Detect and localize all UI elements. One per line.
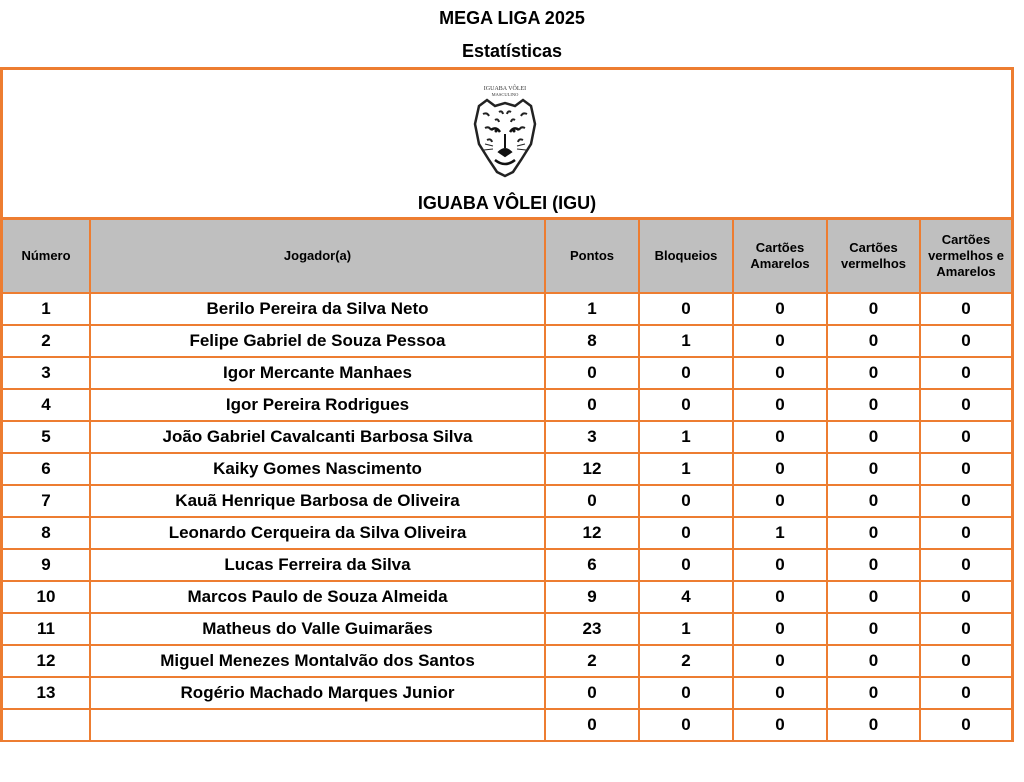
header-row — [3, 220, 1011, 293]
cell-amarelos: 0 — [733, 613, 827, 645]
table-row — [3, 485, 1011, 517]
cell-numero: 1 — [3, 293, 90, 325]
cell-amarelos: 0 — [733, 677, 827, 709]
cell-bloqueios: 0 — [639, 677, 733, 709]
cell-amarelos: 0 — [733, 357, 827, 389]
cell-bloqueios: 2 — [639, 645, 733, 677]
cell-jogador — [90, 709, 545, 741]
cell-amarelos: 1 — [733, 517, 827, 549]
cell-pontos: 0 — [545, 677, 639, 709]
table-row — [3, 517, 1011, 549]
cell-vermelhos-amarelos: 0 — [920, 485, 1011, 517]
cell-vermelhos-amarelos: 0 — [920, 389, 1011, 421]
cell-pontos: 6 — [545, 549, 639, 581]
col-header-numero: Número — [3, 220, 90, 293]
cell-numero: 13 — [3, 677, 90, 709]
svg-text:MASCULINO: MASCULINO — [491, 92, 519, 97]
cell-amarelos: 0 — [733, 389, 827, 421]
cell-jogador: Kaiky Gomes Nascimento — [90, 453, 545, 485]
cell-bloqueios: 0 — [639, 357, 733, 389]
cell-jogador: Igor Pereira Rodrigues — [90, 389, 545, 421]
cell-numero: 8 — [3, 517, 90, 549]
cell-bloqueios: 1 — [639, 421, 733, 453]
cell-numero: 9 — [3, 549, 90, 581]
table-row — [3, 421, 1011, 453]
cell-pontos: 0 — [545, 709, 639, 741]
table-row — [3, 581, 1011, 613]
col-header-cartoes-amarelos: Cartões Amarelos — [733, 220, 827, 293]
cell-jogador: Felipe Gabriel de Souza Pessoa — [90, 325, 545, 357]
cell-amarelos: 0 — [733, 709, 827, 741]
cell-numero: 5 — [3, 421, 90, 453]
cell-vermelhos: 0 — [827, 517, 920, 549]
cell-jogador: Kauã Henrique Barbosa de Oliveira — [90, 485, 545, 517]
cell-vermelhos: 0 — [827, 421, 920, 453]
table-row — [3, 549, 1011, 581]
col-header-bloqueios: Bloqueios — [639, 220, 733, 293]
stats-table — [3, 220, 1011, 742]
cell-bloqueios: 0 — [639, 709, 733, 741]
cell-vermelhos: 0 — [827, 709, 920, 741]
cell-bloqueios: 1 — [639, 325, 733, 357]
cell-jogador: Rogério Machado Marques Junior — [90, 677, 545, 709]
table-row — [3, 389, 1011, 421]
cell-jogador: Igor Mercante Manhaes — [90, 357, 545, 389]
cell-amarelos: 0 — [733, 581, 827, 613]
cell-vermelhos: 0 — [827, 549, 920, 581]
cell-pontos: 9 — [545, 581, 639, 613]
cell-amarelos: 0 — [733, 421, 827, 453]
page-subtitle: Estatísticas — [461, 41, 563, 61]
cell-amarelos: 0 — [733, 453, 827, 485]
cell-jogador: João Gabriel Cavalcanti Barbosa Silva — [90, 421, 545, 453]
cell-pontos: 0 — [545, 389, 639, 421]
cell-vermelhos-amarelos: 0 — [920, 645, 1011, 677]
cell-vermelhos-amarelos: 0 — [920, 677, 1011, 709]
cell-pontos: 12 — [545, 453, 639, 485]
cell-vermelhos: 0 — [827, 613, 920, 645]
cell-bloqueios: 0 — [639, 293, 733, 325]
cell-jogador: Marcos Paulo de Souza Almeida — [90, 581, 545, 613]
cell-vermelhos: 0 — [827, 325, 920, 357]
cell-jogador: Miguel Menezes Montalvão dos Santos — [90, 645, 545, 677]
cell-amarelos: 0 — [733, 485, 827, 517]
table-row — [3, 293, 1011, 325]
cell-vermelhos-amarelos: 0 — [920, 581, 1011, 613]
cell-numero: 10 — [3, 581, 90, 613]
cell-jogador: Berilo Pereira da Silva Neto — [90, 293, 545, 325]
cell-bloqueios: 0 — [639, 549, 733, 581]
cell-vermelhos: 0 — [827, 357, 920, 389]
cell-vermelhos: 0 — [827, 453, 920, 485]
cell-vermelhos: 0 — [827, 485, 920, 517]
table-row — [3, 677, 1011, 709]
table-row — [3, 613, 1011, 645]
cell-amarelos: 0 — [733, 549, 827, 581]
cell-amarelos: 0 — [733, 645, 827, 677]
cell-pontos: 3 — [545, 421, 639, 453]
cell-numero: 6 — [3, 453, 90, 485]
cell-jogador: Lucas Ferreira da Silva — [90, 549, 545, 581]
team-header — [3, 70, 1011, 220]
cell-pontos: 8 — [545, 325, 639, 357]
cell-vermelhos-amarelos: 0 — [920, 517, 1011, 549]
cell-pontos: 2 — [545, 645, 639, 677]
totals-row — [3, 709, 1011, 741]
cell-vermelhos-amarelos: 0 — [920, 325, 1011, 357]
team-name: IGUABA VÔLEI (IGU) — [417, 193, 597, 213]
cell-vermelhos-amarelos: 0 — [920, 453, 1011, 485]
cell-pontos: 12 — [545, 517, 639, 549]
cell-pontos: 1 — [545, 293, 639, 325]
cell-vermelhos: 0 — [827, 293, 920, 325]
cell-numero: 4 — [3, 389, 90, 421]
cell-numero: 2 — [3, 325, 90, 357]
league-title: MEGA LIGA 2025 — [439, 8, 585, 28]
cell-vermelhos: 0 — [827, 581, 920, 613]
table-row — [3, 645, 1011, 677]
table-row — [3, 453, 1011, 485]
cell-amarelos: 0 — [733, 325, 827, 357]
cell-vermelhos: 0 — [827, 389, 920, 421]
cell-numero: 12 — [3, 645, 90, 677]
cell-pontos: 0 — [545, 485, 639, 517]
cell-vermelhos-amarelos: 0 — [920, 549, 1011, 581]
cell-vermelhos: 0 — [827, 677, 920, 709]
cell-bloqueios: 0 — [639, 389, 733, 421]
cell-numero: 11 — [3, 613, 90, 645]
svg-text:IGUABA VÔLEI: IGUABA VÔLEI — [483, 86, 527, 92]
cell-numero — [3, 709, 90, 741]
cell-vermelhos-amarelos: 0 — [920, 421, 1011, 453]
cell-numero: 7 — [3, 485, 90, 517]
cell-vermelhos-amarelos: 0 — [920, 293, 1011, 325]
table-row — [3, 325, 1011, 357]
cell-bloqueios: 0 — [639, 485, 733, 517]
table-row — [3, 357, 1011, 389]
col-header-cartoes-vermelhos-amarelos: Cartões vermelhos e Amarelos — [920, 220, 1011, 293]
cell-pontos: 0 — [545, 357, 639, 389]
cell-vermelhos: 0 — [827, 645, 920, 677]
cell-bloqueios: 0 — [639, 517, 733, 549]
cell-numero: 3 — [3, 357, 90, 389]
cell-vermelhos-amarelos: 0 — [920, 709, 1011, 741]
col-header-pontos: Pontos — [545, 220, 639, 293]
cell-vermelhos-amarelos: 0 — [920, 613, 1011, 645]
stats-sheet — [0, 67, 1014, 742]
cell-vermelhos-amarelos: 0 — [920, 357, 1011, 389]
cell-bloqueios: 1 — [639, 613, 733, 645]
col-header-cartoes-vermelhos: Cartões vermelhos — [827, 220, 920, 293]
cell-jogador: Matheus do Valle Guimarães — [90, 613, 545, 645]
cell-jogador: Leonardo Cerqueira da Silva Oliveira — [90, 517, 545, 549]
jaguar-head-icon — [465, 84, 545, 184]
cell-bloqueios: 1 — [639, 453, 733, 485]
cell-bloqueios: 4 — [639, 581, 733, 613]
cell-amarelos: 0 — [733, 293, 827, 325]
cell-pontos: 23 — [545, 613, 639, 645]
col-header-jogador: Jogador(a) — [90, 220, 545, 293]
